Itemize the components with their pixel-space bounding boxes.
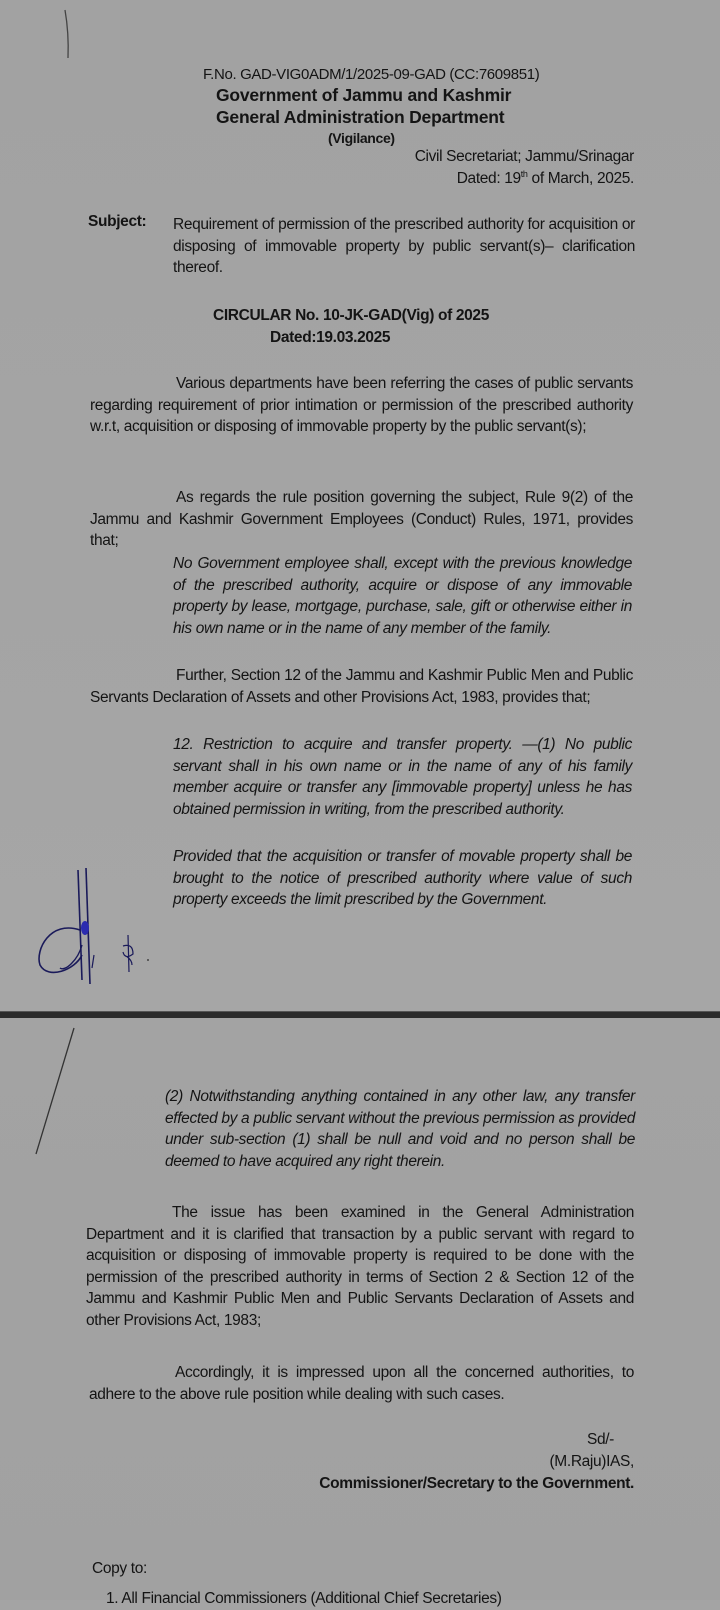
quote-section-12-2: (2) Notwithstanding anything contained in any other law, any transfer effected by a public servant without the previous permission as provided under sub-section (1) shall be null and void and no person shall be deemed to have acquired any right therein. [165,1088,635,1170]
copy-to-item: 1. All Financial Commissioners (Additional Chief Secretaries) [106,1590,502,1607]
paragraph-5: Accordingly, it is impressed upon all the concerned authorities, to adhere to the above rule position while dealing with such cases. [89,1364,634,1403]
pen-mark-icon [62,8,74,60]
signatory-name: (M.Raju)IAS, [549,1453,634,1470]
wing-name: (Vigilance) [328,130,395,146]
circular-number: CIRCULAR No. 10-JK-GAD(Vig) of 2025 [213,307,489,324]
document-page-2 [0,1018,720,1607]
paragraph-1: Various departments have been referring the cases of public servants regarding requirement of prior intimation or permission of the prescribed authority w.r.t, acquisition or disposing of immovable property by the public servant(s); [90,375,633,435]
signature-sd: Sd/- [586,1431,614,1448]
file-number: F.No. GAD-VIG0ADM/1/2025-09-GAD (CC:7609851) [203,66,540,83]
pen-mark-icon [30,1026,80,1166]
quote-section-12-1: 12. Restriction to acquire and transfer property. —(1) No public servant shall in his own name or in the name of any of his family member acquire or transfer any [immovable property] unless he has obtained permission in writing, from the prescribed authority. [173,736,632,818]
quote-rule-9-2: No Government employee shall, except with the previous knowledge of the prescribed authority, acquire or dispose of any immovable property by lease, mortgage, purchase, sale, gift or otherwise either in his own name or in the name of any member of the family. [173,555,632,637]
paragraph-4: The issue has been examined in the General Administration Department and it is clarified that transaction by a public servant with regard to acquisition or disposing of immovable property is required to be done with the permission of the prescribed authority in terms of Section 2 & Section 12 of the Jammu and Kashmir Public Men and Public Servants Declaration of Assets and other Provisions Act, 1983; [86,1204,634,1329]
subject-text: Requirement of permission of the prescribed authority for acquisition or disposing of immovable property by public servant(s)– clarification thereof. [173,216,635,276]
department-name: General Administration Department [216,107,505,127]
signatory-designation: Commissioner/Secretary to the Government. [319,1475,634,1492]
date [457,168,634,190]
paragraph-3: Further, Section 12 of the Jammu and Kashmir Public Men and Public Servants Declaration of Assets and other Provisions Act, 1983, provides that; [90,667,633,706]
government-name: Government of Jammu and Kashmir [216,85,512,105]
paragraph-2: As regards the rule position governing the subject, Rule 9(2) of the Jammu and Kashmir Government Employees (Conduct) Rules, 1971, provides that; [90,489,633,549]
place: Civil Secretariat; Jammu/Srinagar [414,148,634,165]
date-sup: th [520,168,528,179]
subject-label: Subject: [88,213,147,230]
date-prefix: Dated: 19 [456,170,521,187]
date-suffix: of March, 2025. [527,170,634,187]
copy-to-label: Copy to: [92,1560,147,1577]
circular-date: Dated:19.03.2025 [270,329,391,346]
handwritten-signature-icon [30,860,160,990]
quote-proviso: Provided that the acquisition or transfer of movable property shall be brought to the notice of prescribed authority where value of such property exceeds the limit prescribed by the Government. [173,848,632,908]
